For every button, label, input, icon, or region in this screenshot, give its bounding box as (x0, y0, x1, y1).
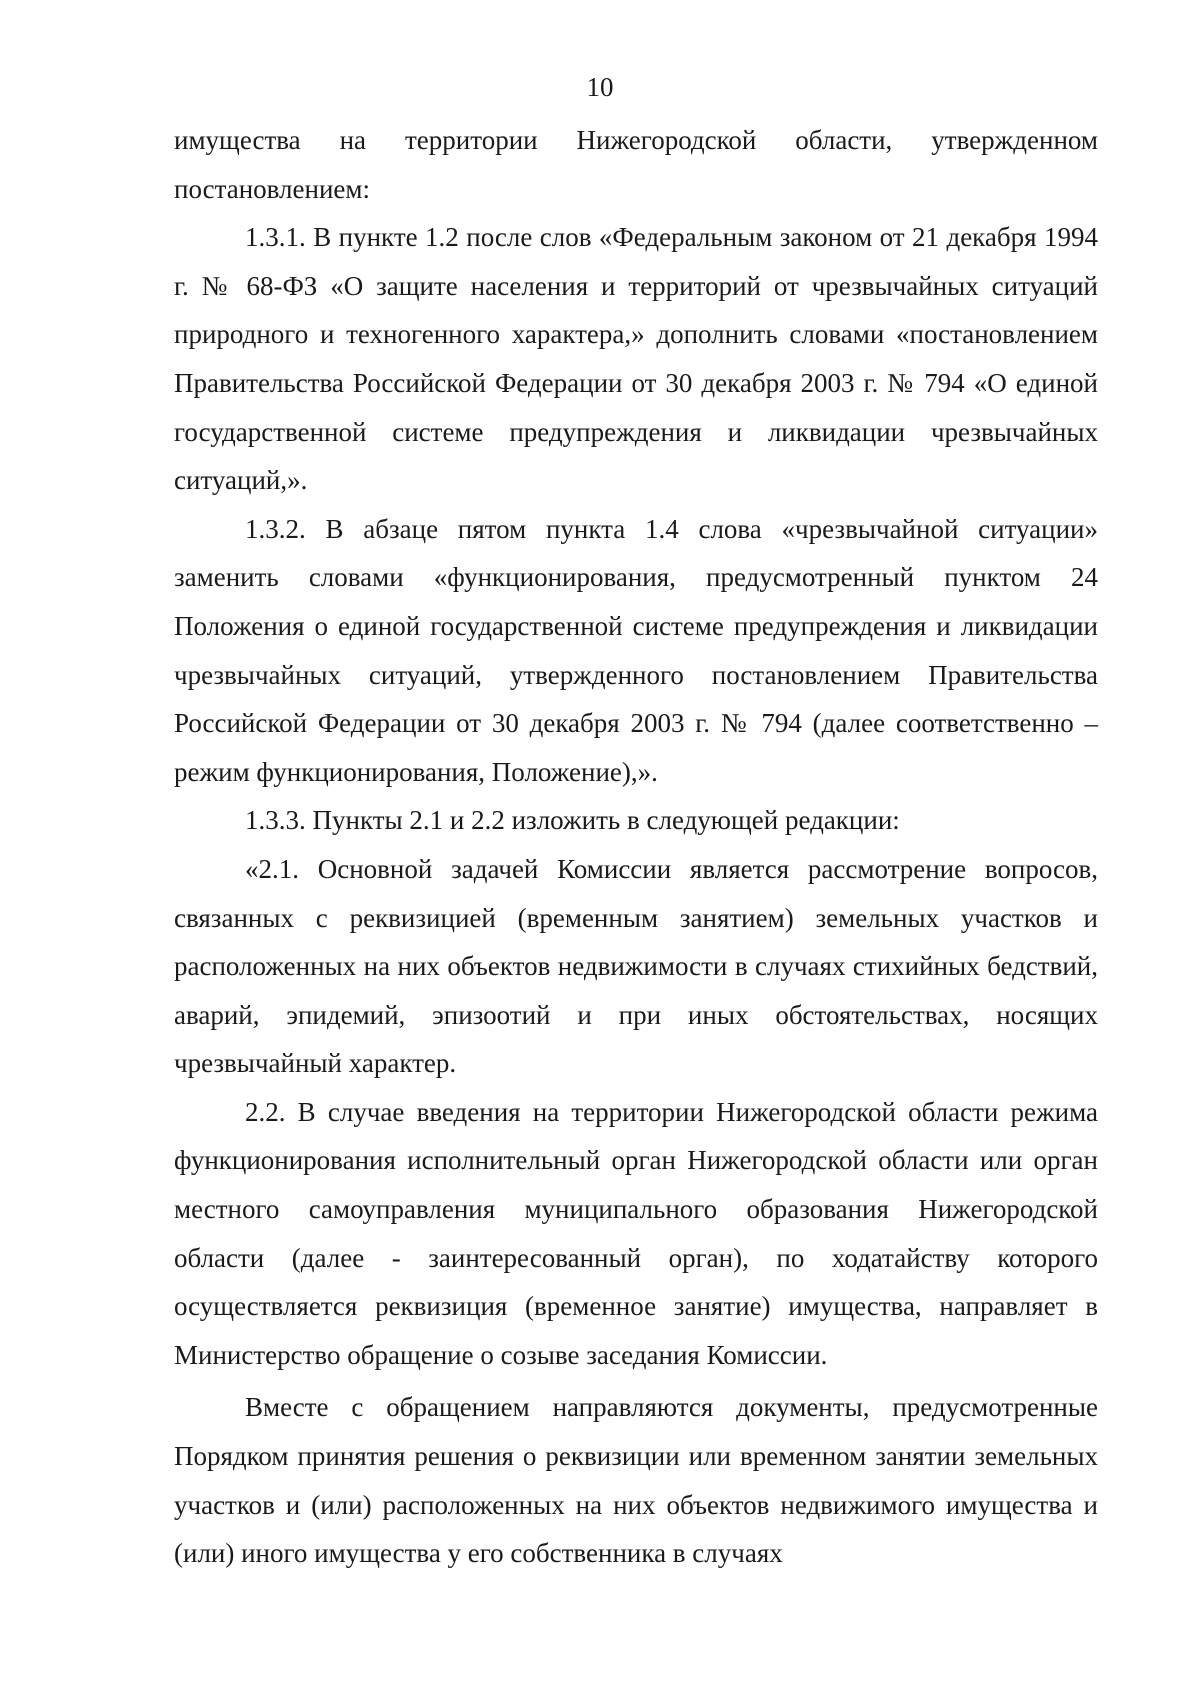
paragraph-1-3-3: 1.3.3. Пункты 2.1 и 2.2 изложить в следующей редакции: (245, 805, 900, 836)
paragraph-documents: Вместе с обращением направляются документы, предусмотренные Порядком принятия решения о реквизиции или временном занятии земельных участков и (или) расположенных на них объектов недвижимого имущества и (или) иного имущества у его собственника в случаях (174, 1392, 1098, 1569)
paragraph-2-2: 2.2. В случае введения на территории Нижегородской области режима функционирования исполнительный орган Нижегородской области или орган местного самоуправления муниципального образования Нижегородской области (далее - заинтересованный орган), по ходатайству которого осуществляется реквизиция (временное занятие) имущества, направляет в Министерство обращение о созыве заседания Комиссии. (174, 1096, 1098, 1370)
paragraph-1-3-2: 1.3.2. В абзаце пятом пункта 1.4 слова «чрезвычайной ситуации» заменить словами «функционирования, предусмотренный пунктом 24 Положения о единой государственной системе предупреждения и ликвидации чрезвычайных ситуаций, утвержденного постановлением Правительства Российской Федерации от 30 декабря 2003 г. № 794 (далее соответственно – режим функционирования, Положение),». (174, 513, 1098, 787)
page-number: 10 (586, 72, 614, 102)
paragraph-2-1: «2.1. Основной задачей Комиссии является рассмотрение вопросов, связанных с реквизицией (временным занятием) земельных участков и расположенных на них объектов недвижимости в случаях стихийных бедствий, аварий, эпидемий, эпизоотий и при иных обстоятельствах, носящих чрезвычайный характер. (174, 853, 1098, 1079)
paragraph-continuation: имущества на территории Нижегородской области, утвержденном постановлением: (174, 125, 1098, 204)
paragraph-1-3-1: 1.3.1. В пункте 1.2 после слов «Федеральным законом от 21 декабря 1994 г. № 68-ФЗ «О защите населения и территорий от чрезвычайных ситуаций природного и техногенного характера,» дополнить словами «постановлением Правительства Российской Федерации от 30 декабря 2003 г. № 794 «О единой государственной системе предупреждения и ликвидации чрезвычайных ситуаций,». (174, 222, 1098, 496)
document-body (174, 116, 1098, 1578)
